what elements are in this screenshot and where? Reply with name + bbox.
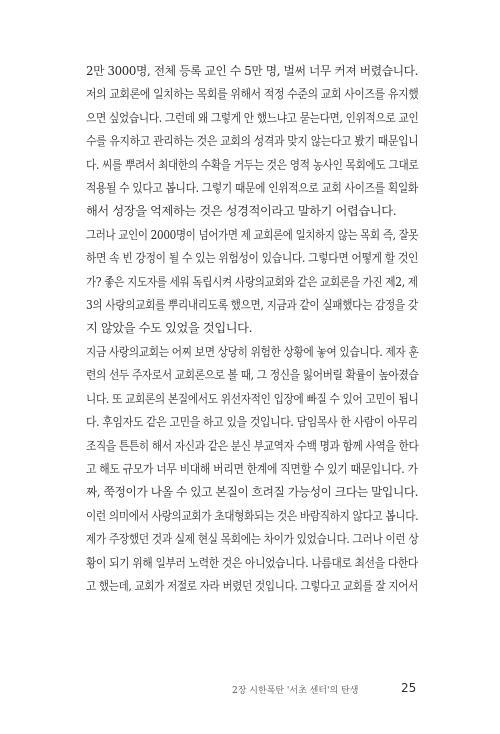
page-number: 25 — [401, 681, 417, 695]
text-line: 짜, 쭉정이가 나올 수 있고 본질이 흐려질 가능성이 크다는 말입니다. — [86, 485, 419, 500]
text-line: 이런 의미에서 사랑의교회가 초대형화되는 것은 바람직하지 않다고 봅니다. — [86, 508, 419, 523]
text-line: 다. 후임자도 같은 고민을 하고 있을 것입니다. 담임목사 한 사람이 아무리 — [86, 415, 418, 430]
page-footer — [0, 681, 500, 701]
text-line: 으면 싶었습니다. 그런데 왜 그렇게 안 했느냐고 묻는다면, 인위적으로 교인 — [86, 110, 419, 125]
text-line: 지금 사랑의교회는 어찌 보면 상당히 위험한 상황에 놓여 있습니다. 제자 훈 — [86, 344, 419, 359]
text-line: 하면 속 빈 강정이 될 수 있는 위험성이 있습니다. 그렇다면 어떻게 할 것인 — [86, 251, 419, 266]
text-line: 니다. 또 교회론의 본질에서도 위선자적인 입장에 빠질 수 있어 고민이 됩니 — [86, 391, 419, 406]
text-line: 적용될 수 있다고 봅니다. 그렇기 때문에 인위적으로 교회 사이즈를 획일화 — [86, 181, 418, 196]
text-line: 가? 좋은 지도자를 세워 독립시켜 사랑의교회와 같은 교회론을 가진 제2, 제 — [86, 274, 418, 289]
text-line: 고 했는데, 교회가 저절로 자라 버렸던 것입니다. 그렇다고 교회를 잘 지어서 — [86, 578, 418, 593]
text-line: 제가 주장했던 것과 실제 현실 목회에는 차이가 있었습니다. 그러나 이런 상 — [86, 532, 419, 547]
text-line: 다. 씨를 뿌려서 최대한의 수확을 거두는 것은 영적 농사인 목회에도 그대로 — [86, 157, 419, 172]
text-line: 지 않았을 수도 있었을 것입니다. — [86, 321, 253, 336]
text-line: 해서 성장을 억제하는 것은 성경적이라고 말하기 어렵습니다. — [86, 204, 397, 219]
text-line: 련의 선두 주자로서 교회론으로 볼 때, 그 정신을 잃어버릴 확률이 높아졌습 — [86, 368, 419, 383]
running-title: 2장 시한폭탄 '서초 센터'의 탄생 — [232, 686, 359, 696]
text-line: 수를 유지하고 관리하는 것은 교회의 성격과 맞지 않는다고 봤기 때문입니 — [86, 134, 419, 149]
text-line: 3의 사랑의교회를 뿌리내리도록 했으면, 지금과 같이 실패했다는 감정을 갖 — [86, 298, 418, 313]
text-line: 고 해도 규모가 너무 비대해 버리면 한계에 직면할 수 있기 때문입니다. 가 — [86, 461, 418, 476]
text-line: 그러나 교인이 2000명이 넘어가면 제 교회론에 일치하지 않는 목회 즉, 잘못 — [86, 227, 419, 242]
text-line: 황이 되기 위해 일부러 노력한 것은 아니었습니다. 나름대로 최선을 다한다 — [86, 555, 418, 570]
text-line: 2만 3000명, 전체 등록 교인 수 5만 명, 벌써 너무 커져 버렸습니다. — [86, 64, 419, 78]
body-text — [86, 60, 418, 598]
text-line: 조직을 튼튼히 해서 자신과 같은 분신 부교역자 수백 명과 함께 사역을 한다 — [86, 438, 419, 453]
text-line: 저의 교회론에 일치하는 목회를 위해서 적정 수준의 교회 사이즈를 유지했 — [86, 87, 419, 102]
